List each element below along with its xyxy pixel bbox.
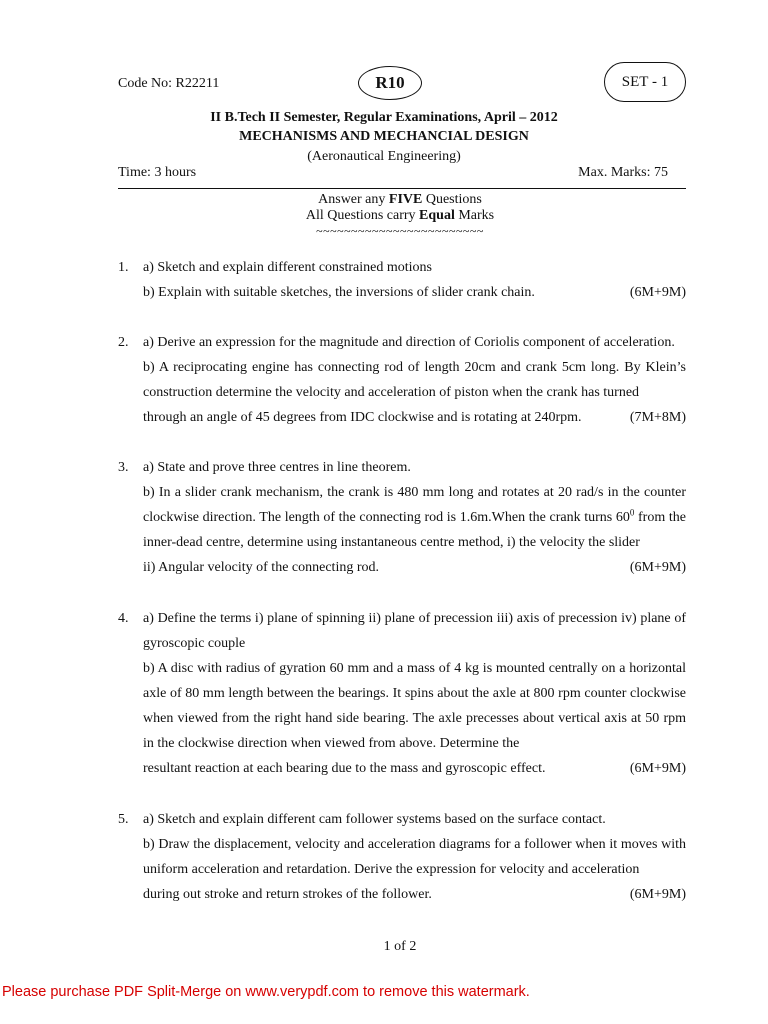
question-number: 1. xyxy=(118,260,129,275)
question-number: 2. xyxy=(118,335,129,350)
degree-superscript: 0 xyxy=(629,507,635,518)
set-badge xyxy=(604,62,686,102)
marks-allocation: (6M+9M) xyxy=(629,285,686,300)
question-5 xyxy=(118,807,686,907)
question-2 xyxy=(118,330,686,430)
question-number: 3. xyxy=(118,460,129,475)
question-part-a: a) Derive an expression for the magnitude and direction of Coriolis component of acceleration. xyxy=(143,335,675,350)
page-number: 1 of 2 xyxy=(383,939,417,954)
question-1 xyxy=(118,255,686,305)
question-part-b: b) Explain with suitable sketches, the inversions of slider crank chain. xyxy=(143,285,535,300)
question-part-b-end: ii) Angular velocity of the connecting rod. xyxy=(143,560,379,575)
exam-duration: Time: 3 hours xyxy=(118,165,197,180)
branch-name: (Aeronautical Engineering) xyxy=(307,149,461,164)
header-divider xyxy=(118,188,686,189)
question-part-b: b) A disc with radius of gyration 60 mm and a mass of 4 kg is mounted centrally on a horizontal axle of 80 mm length between the bearings. It spins about the axle at 800 rpm counter clockwise when viewed from the right hand side bearing. The axle precesses about vertical axis at 50 rpm in the clockwise direction when viewed from above. Determine the xyxy=(143,661,686,751)
set-label: SET - 1 xyxy=(621,73,669,90)
instruction-text: Marks xyxy=(454,208,495,223)
instruction-text: All Questions carry xyxy=(305,208,420,223)
question-text: b) In a slider crank mechanism, the crank is 480 mm long and rotates at 20 rad/s in the counter clockwise direction. The length of the connecting rod is 1.6m.When the crank turns 60 xyxy=(143,485,686,525)
question-part-b: b) A reciprocating engine has connecting rod of length 20cm and crank 5cm long. By Klein’s construction determine the velocity and acceleration of piston when the crank has turned xyxy=(143,360,686,400)
question-part-a: a) Sketch and explain different cam follower systems based on the surface contact. xyxy=(143,812,606,827)
instruction-emphasis: Equal xyxy=(419,208,455,223)
question-part-b-end: during out stroke and return strokes of the follower. xyxy=(143,887,432,902)
question-part-b-end: resultant reaction at each bearing due to the mass and gyroscopic effect. xyxy=(143,761,546,776)
question-part-a: a) State and prove three centres in line theorem. xyxy=(143,460,411,475)
question-part-b xyxy=(143,480,686,555)
marks-allocation: (6M+9M) xyxy=(629,887,686,902)
question-part-a: a) Define the terms i) plane of spinning ii) plane of precession iii) axis of precession iv) plane of gyroscopic couple xyxy=(143,611,686,651)
regulation-badge xyxy=(358,66,422,100)
question-number: 4. xyxy=(118,611,129,626)
question-text: from the inner-dead centre, determine using instantaneous centre method, i) the velocity the slider xyxy=(143,510,686,550)
exam-title: II B.Tech II Semester, Regular Examinations, April – 2012 xyxy=(210,110,558,125)
instruction-answer-five xyxy=(0,192,768,208)
instruction-emphasis: FIVE xyxy=(388,192,423,207)
instruction-separator: ~~~~~~~~~~~~~~~~~~~~~~~~ xyxy=(316,224,484,238)
question-number: 5. xyxy=(118,812,129,827)
max-marks: Max. Marks: 75 xyxy=(578,165,668,180)
marks-allocation: (7M+8M) xyxy=(629,410,686,425)
question-part-b: b) Draw the displacement, velocity and acceleration diagrams for a follower when it moves with uniform acceleration and retardation. Derive the expression for velocity and acceleration xyxy=(143,837,686,877)
marks-allocation: (6M+9M) xyxy=(629,761,686,776)
question-4 xyxy=(118,606,686,781)
subject-title: MECHANISMS AND MECHANCIAL DESIGN xyxy=(239,129,529,144)
instruction-text: Answer any xyxy=(318,192,389,207)
question-part-b-end: through an angle of 45 degrees from IDC clockwise and is rotating at 240rpm. xyxy=(143,410,582,425)
instruction-text: Questions xyxy=(422,192,482,207)
question-3 xyxy=(118,455,686,580)
marks-allocation: (6M+9M) xyxy=(629,560,686,575)
watermark-notice: Please purchase PDF Split-Merge on www.verypdf.com to remove this watermark. xyxy=(2,984,530,1000)
code-number: Code No: R22211 xyxy=(118,76,220,91)
instruction-equal-marks xyxy=(0,208,768,224)
regulation-label: R10 xyxy=(375,73,405,92)
question-part-a: a) Sketch and explain different constrained motions xyxy=(143,260,432,275)
